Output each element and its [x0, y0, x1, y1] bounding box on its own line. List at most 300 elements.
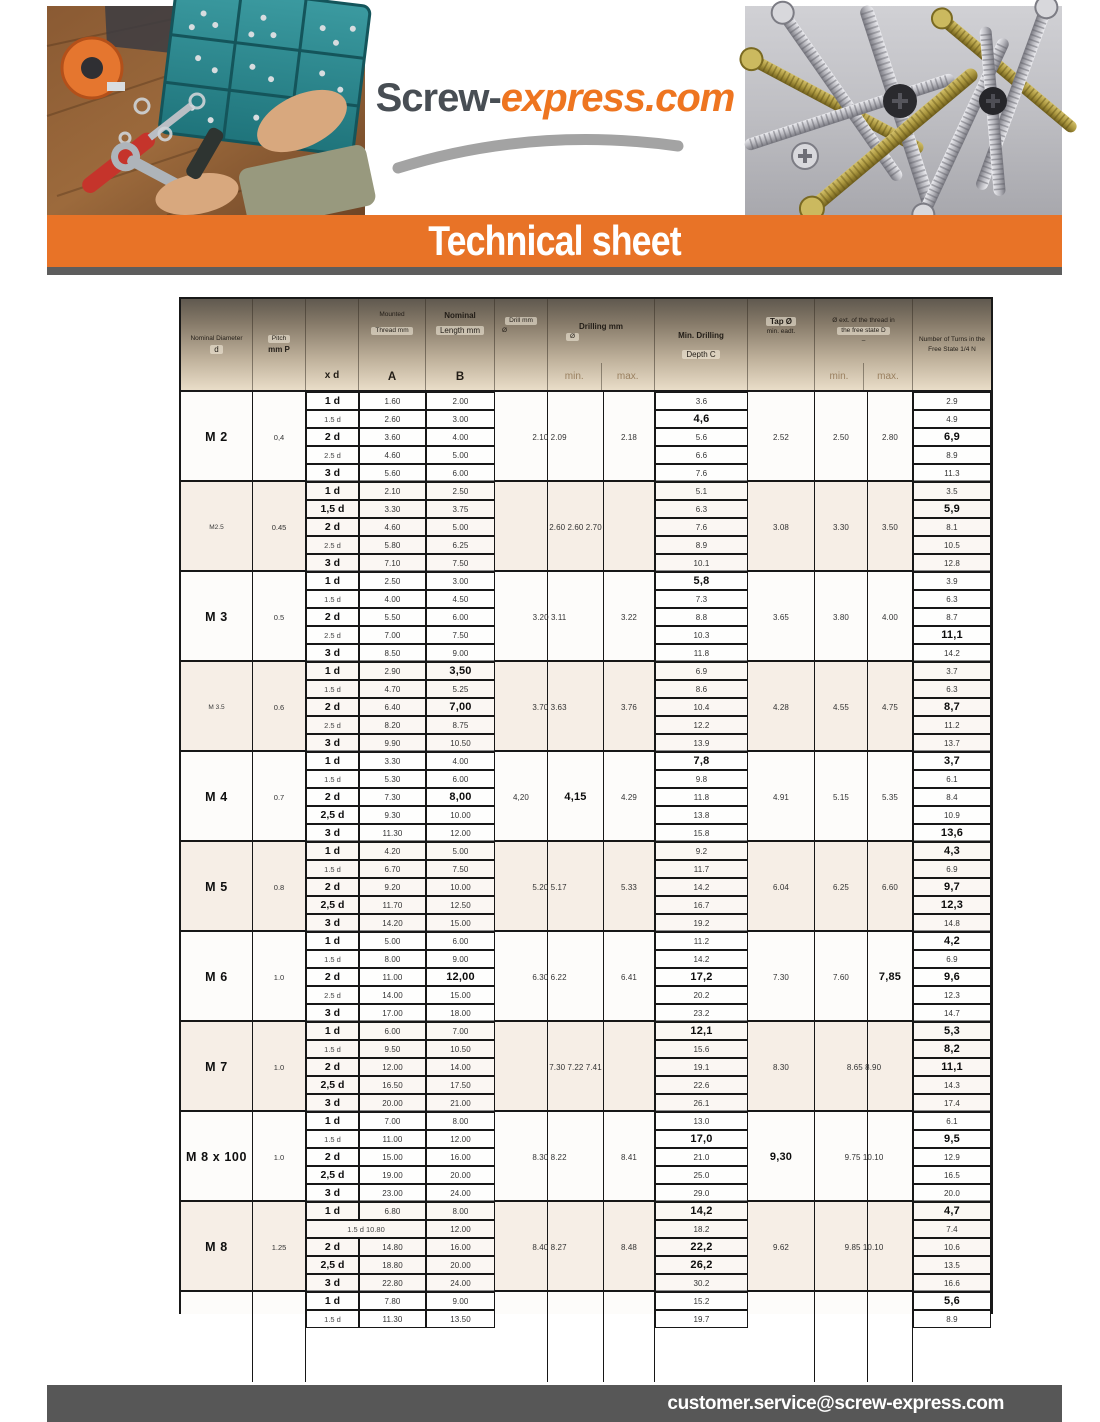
min-drilling-depth-c-cell: 22.6 — [655, 1076, 748, 1094]
xd-multiplier-cell: 2,5 d — [306, 806, 359, 824]
col-label: Ø ext. of the thread in — [832, 317, 895, 324]
mounted-thread-a-cell: 1.60 — [359, 392, 426, 410]
min-drilling-depth-c-cell: 8.9 — [655, 536, 748, 554]
turns-n-cell: 4,7 — [913, 1202, 991, 1220]
turns-n-cell: 11.2 — [913, 716, 991, 734]
section-m2.5 — [181, 482, 991, 572]
drilling-min: 7.30 7.22 7.41 — [548, 1022, 604, 1112]
drilling-min: 4,15 — [548, 752, 604, 842]
nominal-diameter: M 4 — [181, 752, 253, 842]
tap-diameter: 9.62 — [748, 1202, 815, 1292]
mounted-thread-a-cell: 9.20 — [359, 878, 426, 896]
tap-diameter: 3.08 — [748, 482, 815, 572]
xd-multiplier-cell: 3 d — [306, 1094, 359, 1112]
turns-n-cell: 14.7 — [913, 1004, 991, 1022]
footer-email[interactable]: customer.service@screw-express.com — [667, 1392, 1004, 1414]
mounted-thread-a-cell: 9.90 — [359, 734, 426, 752]
min-drilling-depth-c-cell: 26,2 — [655, 1256, 748, 1274]
mounted-thread-a-cell: 7.80 — [359, 1292, 426, 1310]
turns-n-cell: 16.6 — [913, 1274, 991, 1292]
free-state-min — [815, 1202, 868, 1292]
free-state-min: 7.60 — [815, 932, 868, 1022]
min-drilling-depth-c-cell: 19.7 — [655, 1310, 748, 1328]
xd-multiplier-cell: 2 d — [306, 608, 359, 626]
drilling-max: 5.33 — [604, 842, 655, 932]
turns-n-cell: 6.1 — [913, 770, 991, 788]
turns-n-cell: 8.1 — [913, 518, 991, 536]
mounted-thread-a-cell: 4.60 — [359, 446, 426, 464]
min-drilling-depth-c-cell: 12,1 — [655, 1022, 748, 1040]
nominal-length-b-cell: 3,50 — [426, 662, 495, 680]
free-state-max — [868, 1202, 913, 1292]
xd-multiplier-cell: 3 d — [306, 464, 359, 482]
drilling-min — [548, 662, 604, 752]
min-drilling-depth-c-cell: 17,0 — [655, 1130, 748, 1148]
turns-n-cell: 4.9 — [913, 410, 991, 428]
drill-diameter — [495, 482, 548, 572]
min-drilling-depth-c-cell: 29.0 — [655, 1184, 748, 1202]
col-label: Depth C — [682, 350, 719, 359]
xd-multiplier-cell: 2 d — [306, 518, 359, 536]
xd-multiplier-cell: 2,5 d — [306, 1166, 359, 1184]
turns-n-cell: 5,3 — [913, 1022, 991, 1040]
xd-multiplier-cell: 1.5 d — [306, 590, 359, 608]
diameter-icon: Ø — [502, 327, 508, 334]
turns-n-cell: 14.3 — [913, 1076, 991, 1094]
mounted-thread-a-cell: 8.20 — [359, 716, 426, 734]
mounted-thread-a-cell: 8.00 — [359, 950, 426, 968]
nominal-length-b-cell: 6.00 — [426, 608, 495, 626]
turns-n-cell: 2.9 — [913, 392, 991, 410]
col-label: Drill mm — [505, 317, 537, 325]
drilling-combined: 3.70 3.63 — [532, 702, 567, 712]
min-drilling-depth-c-cell: 20.2 — [655, 986, 748, 1004]
mounted-thread-a-cell: 7.00 — [359, 626, 426, 644]
pitch-value: 0.45 — [253, 482, 306, 572]
drill-diameter — [495, 1292, 548, 1382]
section-m4 — [181, 752, 991, 842]
nominal-length-b-cell: 7.50 — [426, 554, 495, 572]
min-drilling-depth-c-cell: 6.9 — [655, 662, 748, 680]
mounted-thread-a-cell: 9.50 — [359, 1040, 426, 1058]
nominal-length-b-cell: 13.50 — [426, 1310, 495, 1328]
nominal-length-b-cell: 8.00 — [426, 1202, 495, 1220]
pitch-value — [253, 1292, 306, 1382]
xd-multiplier-cell: 1 d — [306, 482, 359, 500]
mounted-thread-a-cell: 3.30 — [359, 752, 426, 770]
mounted-thread-a-cell: 6.40 — [359, 698, 426, 716]
nominal-length-b-cell: 6.00 — [426, 770, 495, 788]
col-pitch — [253, 299, 306, 390]
min-drilling-depth-c-cell: 14,2 — [655, 1202, 748, 1220]
nominal-diameter: M 8 x 100 — [181, 1112, 253, 1202]
min-drilling-depth-c-cell: 11.2 — [655, 932, 748, 950]
mounted-thread-a-cell: 16.50 — [359, 1076, 426, 1094]
nominal-diameter: M 8 — [181, 1202, 253, 1292]
mounted-thread-a-cell: 2.50 — [359, 572, 426, 590]
xd-multiplier-cell: 2.5 d — [306, 446, 359, 464]
nominal-length-b-cell: 8.00 — [426, 1112, 495, 1130]
drilling-max: 8.41 — [604, 1112, 655, 1202]
nominal-length-b-cell: 21.00 — [426, 1094, 495, 1112]
turns-n-cell: 13.5 — [913, 1256, 991, 1274]
nominal-length-b-cell: 7.00 — [426, 1022, 495, 1040]
col-free-state-group — [815, 299, 913, 390]
min-drilling-depth-c-cell: 15.2 — [655, 1292, 748, 1310]
xd-thread-merged-cell: 1.5 d 10.80 — [306, 1220, 426, 1238]
turns-n-cell: 8.9 — [913, 446, 991, 464]
xd-multiplier-cell: 2 d — [306, 788, 359, 806]
drill-diameter — [495, 1112, 548, 1202]
min-drilling-depth-c-cell: 30.2 — [655, 1274, 748, 1292]
drilling-max: 6.41 — [604, 932, 655, 1022]
nominal-length-b-cell: 14.00 — [426, 1058, 495, 1076]
mounted-thread-a-cell: 22.80 — [359, 1274, 426, 1292]
free-state-max: 7,85 — [868, 932, 913, 1022]
table-header — [181, 299, 991, 392]
turns-n-cell: 7.4 — [913, 1220, 991, 1238]
technical-sheet-banner — [47, 215, 1062, 267]
mounted-thread-a-cell: 2.60 — [359, 410, 426, 428]
col-label: Length mm — [436, 326, 484, 335]
xd-multiplier-cell: 1 d — [306, 752, 359, 770]
xd-multiplier-cell: 2,5 d — [306, 1256, 359, 1274]
min-drilling-depth-c-cell: 7.6 — [655, 464, 748, 482]
turns-n-cell: 8.7 — [913, 608, 991, 626]
min-drilling-depth-c-cell: 18.2 — [655, 1220, 748, 1238]
nominal-length-b-cell: 12.00 — [426, 1130, 495, 1148]
turns-n-cell: 14.2 — [913, 644, 991, 662]
min-drilling-depth-c-cell: 7,8 — [655, 752, 748, 770]
logo-swoosh — [388, 122, 688, 181]
drilling-max: 2.18 — [604, 392, 655, 482]
screws-photo-art — [745, 6, 1062, 215]
mounted-thread-a-cell: 15.00 — [359, 1148, 426, 1166]
col-label: A — [387, 371, 397, 383]
mounted-thread-a-cell: 3.30 — [359, 500, 426, 518]
turns-n-cell: 9,5 — [913, 1130, 991, 1148]
mounted-thread-a-cell: 5.00 — [359, 932, 426, 950]
drilling-max — [604, 1292, 655, 1382]
tools-photo-art — [47, 6, 365, 215]
xd-multiplier-cell: 1.5 d — [306, 1040, 359, 1058]
xd-multiplier-cell: 1 d — [306, 1202, 359, 1220]
tap-diameter: 8.30 — [748, 1022, 815, 1112]
nominal-length-b-cell: 16.00 — [426, 1238, 495, 1256]
col-nominal-diameter — [181, 299, 253, 390]
turns-n-cell: 12.8 — [913, 554, 991, 572]
turns-n-cell: 5,9 — [913, 500, 991, 518]
nominal-length-b-cell: 8.75 — [426, 716, 495, 734]
drilling-combined: 5.20 5.17 — [532, 882, 567, 892]
turns-n-cell: 6.3 — [913, 680, 991, 698]
logo — [340, 76, 770, 121]
nominal-length-b-cell: 7.50 — [426, 626, 495, 644]
turns-n-cell: 14.8 — [913, 914, 991, 932]
min-drilling-depth-c-cell: 7.6 — [655, 518, 748, 536]
drilling-min — [548, 1202, 604, 1292]
nominal-length-b-cell: 3.00 — [426, 572, 495, 590]
drilling-min — [548, 1112, 604, 1202]
drill-diameter — [495, 572, 548, 662]
turns-n-cell: 8.4 — [913, 788, 991, 806]
nominal-diameter — [181, 1292, 253, 1382]
nominal-length-b-cell: 5.00 — [426, 842, 495, 860]
nominal-length-b-cell: 12,00 — [426, 968, 495, 986]
section-partial — [181, 1292, 991, 1324]
section-m2 — [181, 392, 991, 482]
turns-n-cell: 10.9 — [913, 806, 991, 824]
free-state-min — [815, 1292, 868, 1382]
technical-table — [179, 297, 993, 1324]
nominal-length-b-cell: 15.00 — [426, 914, 495, 932]
col-nominal-length — [426, 299, 495, 390]
col-label: Mounted — [379, 311, 405, 318]
col-label: Number of Turns in the — [918, 335, 986, 343]
xd-multiplier-cell: 3 d — [306, 1004, 359, 1022]
mounted-thread-a-cell: 11.30 — [359, 1310, 426, 1328]
nominal-length-b-cell: 18.00 — [426, 1004, 495, 1022]
pitch-value: 1.0 — [253, 1112, 306, 1202]
nominal-length-b-cell: 9.00 — [426, 644, 495, 662]
pitch-value: 0.8 — [253, 842, 306, 932]
xd-multiplier-cell: 2 d — [306, 1238, 359, 1256]
mounted-thread-a-cell: 11.70 — [359, 896, 426, 914]
mounted-thread-a-cell: 18.80 — [359, 1256, 426, 1274]
col-label: Nominal Diameter — [190, 335, 243, 342]
nominal-length-b-cell: 2.00 — [426, 392, 495, 410]
logo-part2: express.com — [500, 76, 735, 120]
free-state-minmax: 9.85 10.10 — [844, 1242, 884, 1252]
xd-multiplier-cell: 3 d — [306, 1274, 359, 1292]
min-drilling-depth-c-cell: 19.2 — [655, 914, 748, 932]
min-drilling-depth-c-cell: 23.2 — [655, 1004, 748, 1022]
nominal-length-b-cell: 4.00 — [426, 428, 495, 446]
min-drilling-depth-c-cell: 8.6 — [655, 680, 748, 698]
min-drilling-depth-c-cell: 26.1 — [655, 1094, 748, 1112]
min-drilling-depth-c-cell: 14.2 — [655, 950, 748, 968]
min-drilling-depth-c-cell: 3.6 — [655, 392, 748, 410]
drill-diameter — [495, 932, 548, 1022]
xd-multiplier-cell: 1,5 d — [306, 500, 359, 518]
mounted-thread-a-cell: 5.50 — [359, 608, 426, 626]
mounted-thread-a-cell: 11.00 — [359, 968, 426, 986]
drilling-min — [548, 842, 604, 932]
nominal-diameter: M2.5 — [181, 482, 253, 572]
xd-multiplier-cell: 2.5 d — [306, 986, 359, 1004]
min-drilling-depth-c-cell: 5.1 — [655, 482, 748, 500]
mounted-thread-a-cell: 12.00 — [359, 1058, 426, 1076]
nominal-length-b-cell: 12.00 — [426, 824, 495, 842]
col-free-max: max. — [863, 363, 912, 390]
col-free-min: min. — [829, 371, 849, 382]
free-state-min — [815, 1112, 868, 1202]
drilling-max: 4.29 — [604, 752, 655, 842]
min-drilling-depth-c-cell: 10.4 — [655, 698, 748, 716]
drilling-combined: 2.10 2.09 — [532, 432, 567, 442]
xd-multiplier-cell: 1.5 d — [306, 1130, 359, 1148]
drilling-combined: 8.40 8.27 — [532, 1242, 567, 1252]
xd-multiplier-cell: 2.5 d — [306, 536, 359, 554]
col-label: d — [210, 345, 222, 354]
min-drilling-depth-c-cell: 5.6 — [655, 428, 748, 446]
min-drilling-depth-c-cell: 6.3 — [655, 500, 748, 518]
turns-n-cell: 12.9 — [913, 1148, 991, 1166]
nominal-length-b-cell: 24.00 — [426, 1274, 495, 1292]
nominal-length-b-cell: 6.00 — [426, 932, 495, 950]
footer-bar — [47, 1385, 1062, 1422]
xd-multiplier-cell: 3 d — [306, 554, 359, 572]
free-state-max: 4.75 — [868, 662, 913, 752]
turns-n-cell: 16.5 — [913, 1166, 991, 1184]
nominal-length-b-cell: 6.25 — [426, 536, 495, 554]
nominal-length-b-cell: 5.00 — [426, 518, 495, 536]
drilling-max — [604, 1022, 655, 1112]
nominal-diameter: M 3.5 — [181, 662, 253, 752]
tap-diameter: 3.65 — [748, 572, 815, 662]
logo-part1: Screw- — [375, 76, 501, 120]
free-state-max: 2.80 — [868, 392, 913, 482]
mounted-thread-a-cell: 19.00 — [359, 1166, 426, 1184]
turns-n-cell: 6.9 — [913, 860, 991, 878]
col-label: Tap Ø — [766, 317, 796, 326]
nominal-length-b-cell: 20.00 — [426, 1256, 495, 1274]
drilling-min — [548, 392, 604, 482]
drill-diameter — [495, 1202, 548, 1292]
nominal-length-b-cell: 20.00 — [426, 1166, 495, 1184]
divider-strip — [47, 267, 1062, 275]
col-label: Thread mm — [371, 327, 412, 335]
tap-diameter: 2.52 — [748, 392, 815, 482]
col-min-drilling-depth — [655, 299, 748, 390]
drilling-max: 3.76 — [604, 662, 655, 752]
mounted-thread-a-cell: 9.30 — [359, 806, 426, 824]
nominal-diameter: M 6 — [181, 932, 253, 1022]
xd-multiplier-cell: 3 d — [306, 914, 359, 932]
min-drilling-depth-c-cell: 7.3 — [655, 590, 748, 608]
section-m7 — [181, 1022, 991, 1112]
min-drilling-depth-c-cell: 15.8 — [655, 824, 748, 842]
min-drilling-depth-c-cell: 15.6 — [655, 1040, 748, 1058]
xd-multiplier-cell: 1 d — [306, 1022, 359, 1040]
col-drill — [495, 299, 548, 390]
xd-multiplier-cell: 1 d — [306, 572, 359, 590]
nominal-diameter: M 2 — [181, 392, 253, 482]
min-drilling-depth-c-cell: 5,8 — [655, 572, 748, 590]
tap-diameter: 4.91 — [748, 752, 815, 842]
nominal-length-b-cell: 5.25 — [426, 680, 495, 698]
free-state-min: 5.15 — [815, 752, 868, 842]
nominal-diameter: M 5 — [181, 842, 253, 932]
free-state-min — [815, 1022, 868, 1112]
nominal-length-b-cell: 15.00 — [426, 986, 495, 1004]
table-body — [181, 392, 991, 1324]
xd-multiplier-cell: 1 d — [306, 932, 359, 950]
nominal-length-b-cell: 9.00 — [426, 950, 495, 968]
free-state-min: 6.25 — [815, 842, 868, 932]
mounted-thread-a-cell: 23.00 — [359, 1184, 426, 1202]
free-state-minmax: 9.75 10.10 — [844, 1152, 884, 1162]
min-drilling-depth-c-cell: 11.7 — [655, 860, 748, 878]
tap-diameter: 7.30 — [748, 932, 815, 1022]
mounted-thread-a-cell: 4.70 — [359, 680, 426, 698]
turns-n-cell: 8,7 — [913, 698, 991, 716]
turns-n-cell: 8.9 — [913, 1310, 991, 1328]
col-label: B — [455, 371, 465, 383]
free-state-min: 3.30 — [815, 482, 868, 572]
drilling-max: 3.22 — [604, 572, 655, 662]
min-drilling-depth-c-cell: 13.8 — [655, 806, 748, 824]
turns-n-cell: 6.1 — [913, 1112, 991, 1130]
mounted-thread-a-cell: 4.20 — [359, 842, 426, 860]
min-drilling-depth-c-cell: 16.7 — [655, 896, 748, 914]
nominal-length-b-cell: 3.75 — [426, 500, 495, 518]
mounted-thread-a-cell: 3.60 — [359, 428, 426, 446]
free-state-min: 4.55 — [815, 662, 868, 752]
xd-multiplier-cell: 3 d — [306, 824, 359, 842]
nominal-length-b-cell: 10.50 — [426, 1040, 495, 1058]
xd-multiplier-cell: 2,5 d — [306, 1076, 359, 1094]
pitch-value: 1.0 — [253, 1022, 306, 1112]
tap-diameter: 4.28 — [748, 662, 815, 752]
drilling-min — [548, 1292, 604, 1382]
nominal-length-b-cell: 8,00 — [426, 788, 495, 806]
nominal-diameter: M 3 — [181, 572, 253, 662]
min-drilling-depth-c-cell: 4,6 — [655, 410, 748, 428]
turns-n-cell: 6,9 — [913, 428, 991, 446]
xd-multiplier-cell: 2 d — [306, 968, 359, 986]
free-state-max — [868, 1112, 913, 1202]
mounted-thread-a-cell: 6.80 — [359, 1202, 426, 1220]
drill-diameter — [495, 392, 548, 482]
xd-multiplier-cell: 2,5 d — [306, 896, 359, 914]
xd-multiplier-cell: 1.5 d — [306, 860, 359, 878]
xd-multiplier-cell: 2 d — [306, 1148, 359, 1166]
min-drilling-depth-c-cell: 8.8 — [655, 608, 748, 626]
nominal-length-b-cell: 12.50 — [426, 896, 495, 914]
xd-multiplier-cell: 1 d — [306, 1112, 359, 1130]
free-state-minmax: 8.65 8.90 — [846, 1062, 882, 1072]
xd-multiplier-cell: 1.5 d — [306, 770, 359, 788]
xd-multiplier-cell: 1 d — [306, 842, 359, 860]
nominal-length-b-cell: 12.00 — [426, 1220, 495, 1238]
xd-multiplier-cell: 1.5 d — [306, 950, 359, 968]
min-drilling-depth-c-cell: 13.9 — [655, 734, 748, 752]
col-label: Pitch — [268, 335, 290, 343]
section-m8x100 — [181, 1112, 991, 1202]
turns-n-cell: 9,6 — [913, 968, 991, 986]
section-m5 — [181, 842, 991, 932]
pitch-value: 0.6 — [253, 662, 306, 752]
min-drilling-depth-c-cell: 9.2 — [655, 842, 748, 860]
col-label: Min. Drilling — [678, 330, 724, 340]
min-drilling-depth-c-cell: 22,2 — [655, 1238, 748, 1256]
pitch-value: 1.0 — [253, 932, 306, 1022]
min-drilling-depth-c-cell: 12.2 — [655, 716, 748, 734]
turns-n-cell: 10.6 — [913, 1238, 991, 1256]
min-drilling-depth-c-cell: 9.8 — [655, 770, 748, 788]
xd-multiplier-cell: 2 d — [306, 428, 359, 446]
turns-n-cell: 11,1 — [913, 626, 991, 644]
tap-diameter — [748, 1292, 815, 1382]
min-drilling-depth-c-cell: 17,2 — [655, 968, 748, 986]
free-state-min: 3.80 — [815, 572, 868, 662]
mounted-thread-a-cell: 14.20 — [359, 914, 426, 932]
free-state-max — [868, 1292, 913, 1382]
drilling-max — [604, 482, 655, 572]
turns-n-cell: 11,1 — [913, 1058, 991, 1076]
min-drilling-depth-c-cell: 6.6 — [655, 446, 748, 464]
